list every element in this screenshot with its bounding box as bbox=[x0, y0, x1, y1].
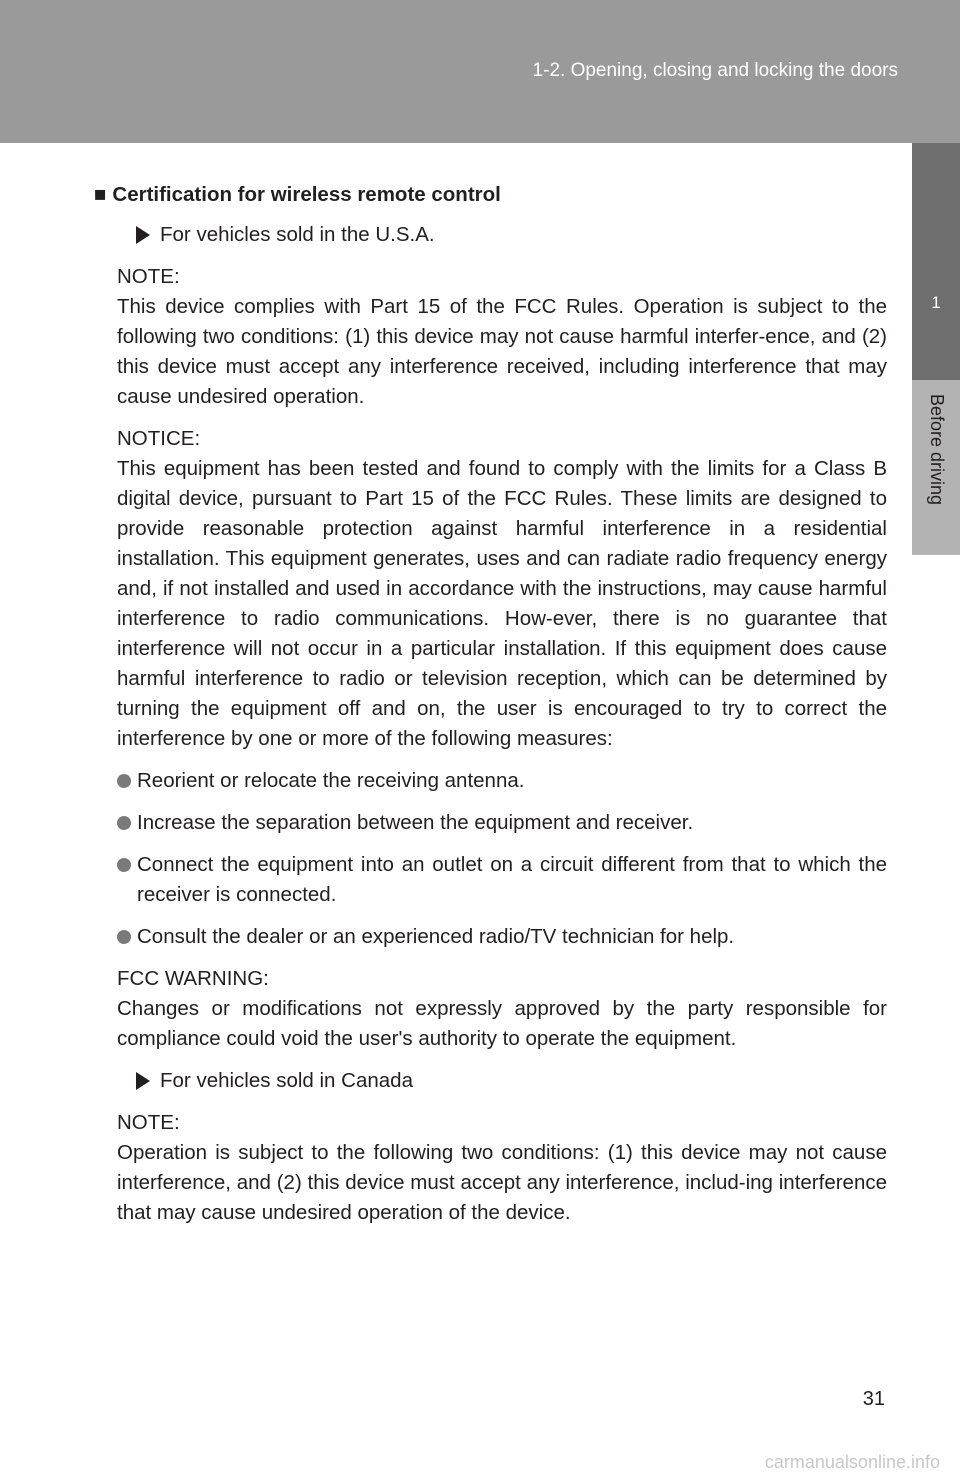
fcc-warning-label: FCC WARNING: bbox=[117, 967, 269, 990]
bullet-icon bbox=[117, 774, 131, 788]
section-marker: ■ bbox=[94, 183, 107, 206]
measures-list bbox=[117, 766, 887, 952]
usa-notice-label: NOTICE: bbox=[117, 427, 201, 450]
section-title: Certification for wireless remote control bbox=[112, 183, 501, 206]
chapter-label: Before driving bbox=[927, 394, 947, 506]
list-item bbox=[117, 922, 887, 952]
list-item bbox=[117, 850, 887, 910]
page-content bbox=[94, 180, 887, 1240]
canada-heading bbox=[136, 1066, 887, 1096]
measure-text: Consult the dealer or an experienced radio/TV technician for help. bbox=[137, 925, 735, 948]
usa-note-text: This device complies with Part 15 of the FCC Rules. Operation is subject to the following two conditions: (1) this device may not cause harmful interfer-ence, and (2) this device must accept any interference received, including interference that may cause undesired operation. bbox=[117, 295, 887, 408]
list-item bbox=[117, 808, 887, 838]
chapter-title: 1-2. Opening, closing and locking the doors bbox=[532, 60, 898, 81]
chapter-number: 1 bbox=[931, 293, 941, 312]
usa-note-label: NOTE: bbox=[117, 265, 180, 288]
section-heading bbox=[94, 180, 887, 210]
usa-heading-text: For vehicles sold in the U.S.A. bbox=[160, 223, 435, 246]
canada-heading-text: For vehicles sold in Canada bbox=[160, 1069, 413, 1092]
usa-notice-text: This equipment has been tested and found to comply with the limits for a Class B digital device, pursuant to Part 15 of the FCC Rules. These limits are designed to provide reasonable protection against harmful interference in a residential installation. This equipment generates, uses and can radiate radio frequency energy and, if not installed and used in accordance with the instructions, may cause harmful interference to radio communications. How-ever, there is no guarantee that interference will not occur in a particular installation. If this equipment does cause harmful interference to radio or television reception, which can be determined by turning the equipment off and on, the user is encouraged to try to correct the interference by one or more of the following measures: bbox=[117, 457, 887, 750]
page-number: 31 bbox=[862, 1388, 885, 1410]
fcc-warning-text: Changes or modifications not expressly approved by the party responsible for compliance could void the user's authority to operate the equipment. bbox=[117, 997, 887, 1050]
chapter-tab-number bbox=[912, 143, 960, 380]
canada-note-label: NOTE: bbox=[117, 1111, 180, 1134]
bullet-icon bbox=[117, 858, 131, 872]
measure-text: Increase the separation between the equipment and receiver. bbox=[137, 811, 694, 834]
list-item bbox=[117, 766, 887, 796]
canada-note-text: Operation is subject to the following two conditions: (1) this device may not cause interference, and (2) this device must accept any interference, includ-ing interference that may cause undesired operation of the device. bbox=[117, 1141, 887, 1224]
chapter-tab-label bbox=[912, 380, 960, 555]
arrow-right-icon bbox=[136, 1072, 150, 1090]
measure-text: Reorient or relocate the receiving antenna. bbox=[137, 769, 525, 792]
usa-heading bbox=[136, 220, 887, 250]
header-band bbox=[0, 0, 960, 143]
arrow-right-icon bbox=[136, 226, 150, 244]
bullet-icon bbox=[117, 930, 131, 944]
bullet-icon bbox=[117, 816, 131, 830]
watermark: carmanualsonline.info bbox=[764, 1452, 940, 1472]
measure-text: Connect the equipment into an outlet on a circuit different from that to which the receiver is connected. bbox=[137, 853, 887, 906]
